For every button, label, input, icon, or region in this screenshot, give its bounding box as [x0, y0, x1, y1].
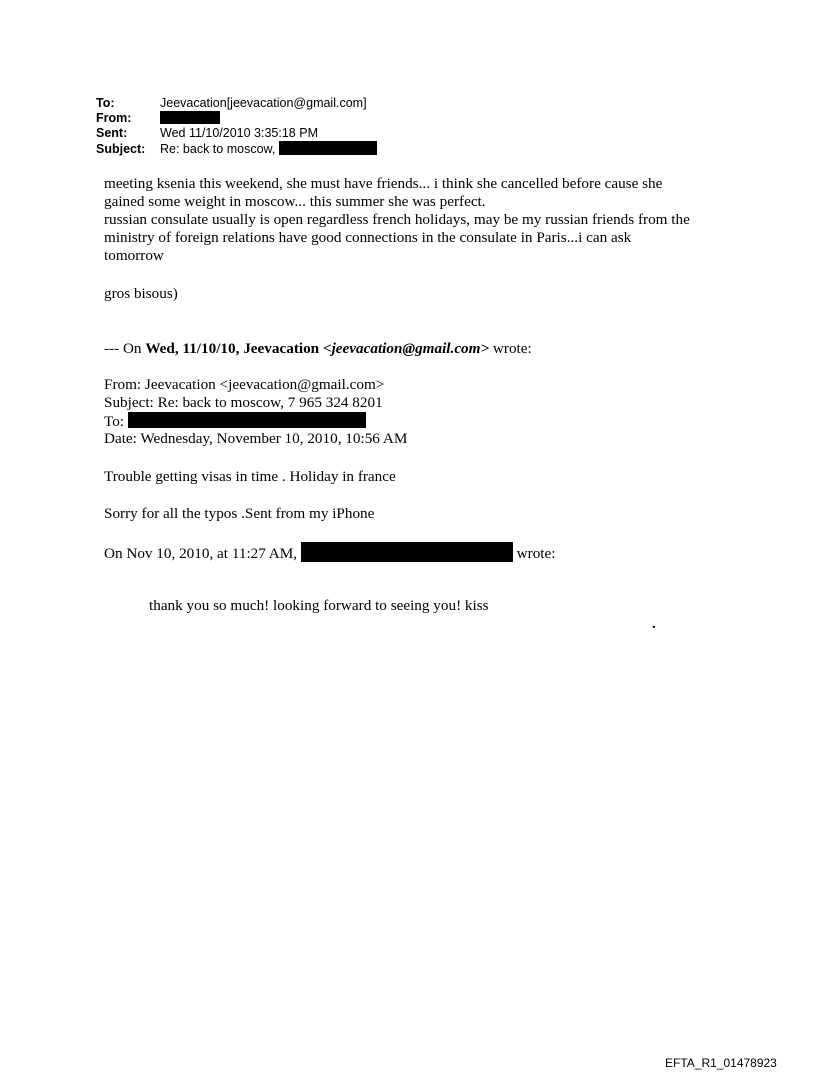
header-sent-row	[96, 126, 318, 141]
reply-suffix: wrote:	[512, 545, 556, 562]
from-redaction	[160, 111, 220, 124]
reply-prefix: On Nov 10, 2010, at 11:27 AM,	[104, 545, 301, 562]
quoted-intro-date: Wed, 11/10/10, Jeevacation	[145, 340, 323, 357]
body-line-1: meeting ksenia this weekend, she must have friends... i think she cancelled before cause she	[104, 175, 663, 192]
quoted-intro-suffix: wrote:	[489, 340, 532, 357]
quoted-from: From: Jeevacation <jeevacation@gmail.com>	[104, 376, 385, 393]
quoted-body-line-2: Sorry for all the typos .Sent from my iPhone	[104, 505, 375, 522]
quoted-subject: Subject: Re: back to moscow, 7 965 324 8201	[104, 394, 383, 411]
quoted-intro	[104, 340, 532, 358]
quoted-intro-prefix: --- On	[104, 340, 146, 357]
quoted-to-row	[104, 412, 366, 431]
header-to-row	[96, 96, 367, 111]
stray-dot: .	[652, 616, 656, 632]
reply-redaction	[301, 542, 513, 562]
body-line-4: ministry of foreign relations have good connections in the consulate in Paris...i can ask	[104, 229, 632, 246]
subject-redaction	[279, 141, 377, 155]
subject-value: Re: back to moscow,	[160, 142, 279, 156]
sent-label: Sent:	[96, 126, 128, 140]
quoted-intro-email: <jeevacation@gmail.com>	[322, 340, 490, 357]
quoted-inner-message: thank you so much! looking forward to seeing you! kiss	[149, 597, 489, 614]
document-id: EFTA_R1_01478923	[665, 1056, 777, 1070]
to-value: Jeevacation[jeevacation@gmail.com]	[160, 96, 367, 110]
sent-value: Wed 11/10/2010 3:35:18 PM	[160, 126, 318, 140]
reply-attribution	[104, 542, 555, 563]
to-label: To:	[96, 96, 115, 110]
subject-label: Subject:	[96, 142, 146, 156]
quoted-body-line-1: Trouble getting visas in time . Holiday in france	[104, 468, 396, 485]
body-line-3: russian consulate usually is open regardless french holidays, may be my russian friends from the	[104, 211, 690, 228]
header-subject-row	[96, 141, 377, 157]
quoted-to-redaction	[128, 412, 366, 428]
quoted-to-label: To:	[104, 413, 128, 430]
from-label: From:	[96, 111, 132, 125]
body-signoff: gros bisous)	[104, 285, 178, 302]
body-line-5: tomorrow	[104, 247, 164, 264]
header-from-row	[96, 111, 220, 126]
quoted-date: Date: Wednesday, November 10, 2010, 10:56 AM	[104, 430, 408, 447]
body-line-2: gained some weight in moscow... this summer she was perfect.	[104, 193, 486, 210]
